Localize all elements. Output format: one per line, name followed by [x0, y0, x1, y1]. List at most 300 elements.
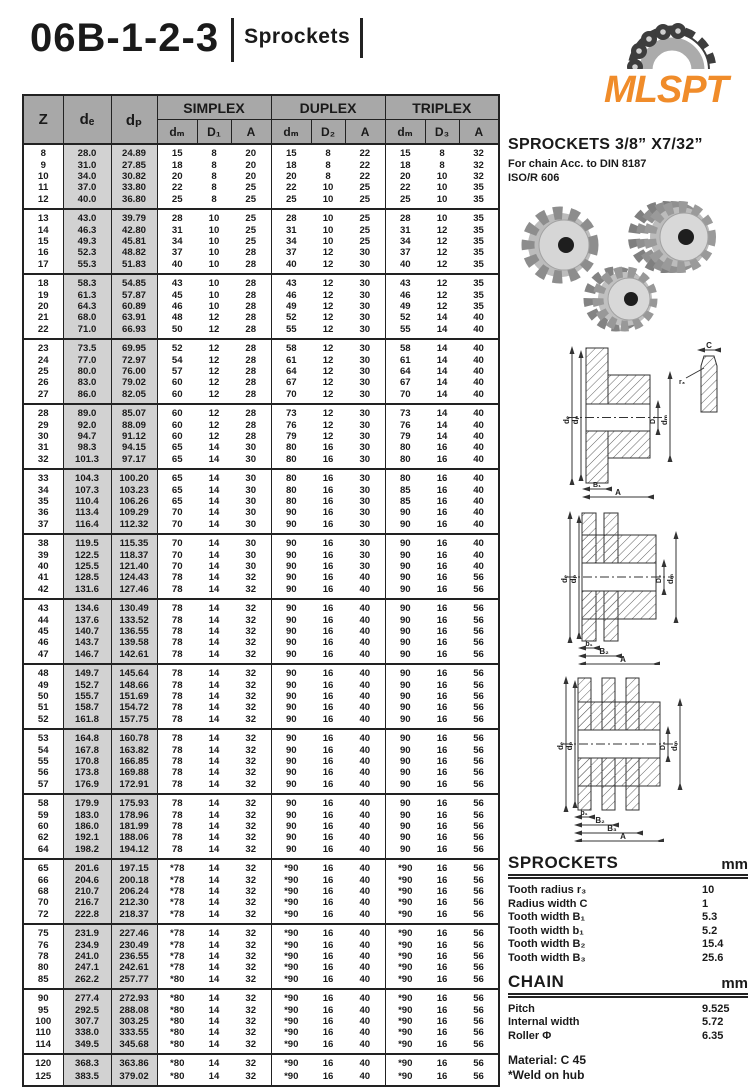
table-cell: *80: [157, 1027, 197, 1038]
table-cell: 72.97: [111, 355, 157, 366]
table-cell: 14: [208, 572, 220, 583]
table-cell: 52: [157, 339, 197, 355]
table-cell: 155.7: [63, 691, 111, 702]
col-header-d2: D₂: [311, 120, 345, 145]
table-cell: 40: [359, 714, 371, 725]
side-standard-line2: ISO/R 606: [508, 172, 560, 184]
table-cell: 52: [271, 312, 311, 323]
table-cell: 137.6: [63, 615, 111, 626]
table-cell: 40: [473, 561, 484, 572]
table-cell: 22: [37, 324, 49, 335]
table-row: [23, 859, 499, 875]
table-cell: 14: [208, 603, 220, 614]
table-cell: 58: [271, 339, 311, 355]
table-cell: 122.5: [63, 550, 111, 561]
table-cell: 16: [436, 702, 448, 713]
table-cell: 12: [322, 408, 334, 419]
table-cell: 56: [473, 1039, 484, 1050]
table-cell: 16: [322, 442, 334, 453]
table-cell: 176.9: [63, 778, 111, 794]
table-cell: 40.0: [63, 193, 111, 209]
table-cell: 16: [436, 649, 448, 660]
table-cell: 42: [37, 584, 49, 595]
table-cell: 67: [385, 377, 425, 388]
table-row: [23, 973, 499, 989]
dim-label: b₁: [580, 810, 588, 817]
table-cell: 12: [436, 225, 448, 236]
dim-label: D₁: [650, 416, 657, 424]
table-cell: 32: [245, 584, 257, 595]
table-cell: 32: [245, 733, 257, 744]
table-cell: 79: [271, 431, 311, 442]
table-cell: *90: [385, 1054, 425, 1070]
table-row: [23, 940, 499, 951]
table-cell: 16: [322, 821, 334, 832]
table-cell: 106.26: [111, 496, 157, 507]
table-cell: 28: [245, 343, 257, 354]
table-row: [23, 518, 499, 534]
table-cell: 34: [37, 485, 49, 496]
table-cell: 8: [40, 148, 46, 159]
table-cell: 30: [245, 507, 257, 518]
table-cell: 90: [271, 507, 311, 518]
table-cell: 14: [436, 355, 448, 366]
table-cell: 56: [473, 691, 484, 702]
table-cell: 30: [359, 431, 371, 442]
table-cell: 218.37: [111, 908, 157, 924]
weld-note: *Weld on hub: [508, 1068, 585, 1083]
sprockets-spec-table: [508, 853, 748, 966]
table-cell: 113.4: [63, 507, 111, 518]
table-cell: 60: [157, 431, 197, 442]
table-cell: 56: [473, 974, 484, 985]
table-cell: 32: [245, 691, 257, 702]
table-cell: 46: [271, 290, 311, 301]
table-cell: 78: [157, 810, 197, 821]
table-cell: 90: [385, 729, 425, 745]
table-row: [23, 469, 499, 485]
table-cell: 41: [37, 572, 49, 583]
dim-label: B₂: [599, 647, 609, 656]
table-cell: 212.30: [111, 897, 157, 908]
table-cell: 14: [208, 798, 220, 809]
table-cell: 20: [271, 171, 311, 182]
table-cell: 78: [157, 637, 197, 648]
table-cell: 46: [37, 637, 49, 648]
table-cell: 12: [208, 312, 220, 323]
table-cell: 50: [157, 323, 197, 339]
table-cell: 78: [157, 767, 197, 778]
table-cell: 90: [385, 843, 425, 859]
table-cell: 16: [322, 584, 334, 595]
table-row: [23, 507, 499, 518]
table-cell: 16: [436, 844, 448, 855]
table-cell: 90: [271, 767, 311, 778]
table-cell: 25: [359, 236, 371, 247]
table-cell: 14: [37, 225, 49, 236]
table-cell: 16: [322, 702, 334, 713]
table-row: [23, 691, 499, 702]
table-row: [23, 171, 499, 182]
table-cell: *90: [385, 908, 425, 924]
table-cell: 40: [359, 974, 371, 985]
table-cell: 25: [359, 225, 371, 236]
table-cell: 16: [322, 691, 334, 702]
table-cell: 20: [37, 301, 49, 312]
table-cell: 134.6: [63, 599, 111, 615]
table-cell: 333.55: [111, 1027, 157, 1038]
table-cell: 8: [211, 160, 217, 171]
table-cell: 10: [208, 301, 220, 312]
table-cell: 14: [436, 408, 448, 419]
dim-label: A: [615, 488, 621, 497]
table-cell: 90: [385, 572, 425, 583]
table-cell: 16: [322, 756, 334, 767]
table-cell: *90: [385, 1070, 425, 1086]
table-cell: 32: [245, 779, 257, 790]
table-cell: 56: [473, 745, 484, 756]
table-cell: 40: [473, 343, 484, 354]
table-cell: 58.3: [63, 274, 111, 290]
table-cell: *90: [271, 1005, 311, 1016]
table-cell: 40: [359, 733, 371, 744]
table-cell: 43: [37, 603, 49, 614]
table-cell: 272.93: [111, 989, 157, 1005]
table-cell: *80: [157, 1005, 197, 1016]
table-cell: 14: [436, 420, 448, 431]
table-cell: 16: [436, 691, 448, 702]
table-cell: 16: [322, 496, 334, 507]
table-cell: 12: [322, 259, 334, 270]
table-cell: 80: [385, 469, 425, 485]
table-cell: 57: [157, 366, 197, 377]
table-cell: 12: [322, 247, 334, 258]
page-subtitle: Sprockets: [244, 25, 351, 48]
table-cell: 30: [359, 420, 371, 431]
table-cell: *80: [157, 1070, 197, 1086]
spec-row: [508, 925, 748, 939]
table-cell: 80: [271, 453, 311, 469]
table-cell: 90: [271, 583, 311, 599]
table-cell: *90: [271, 962, 311, 973]
table-cell: 16: [436, 680, 448, 691]
table-cell: 56: [473, 779, 484, 790]
table-cell: 303.25: [111, 1016, 157, 1027]
table-cell: 78: [157, 729, 197, 745]
table-cell: *90: [385, 940, 425, 951]
table-cell: 166.85: [111, 756, 157, 767]
dim-label: dₘ: [660, 414, 669, 426]
table-cell: 65: [157, 496, 197, 507]
sprocket-photos: [508, 187, 748, 342]
table-cell: 230.49: [111, 940, 157, 951]
table-cell: 56: [473, 637, 484, 648]
table-row: [23, 767, 499, 778]
table-cell: 30: [359, 408, 371, 419]
table-cell: 79.02: [111, 377, 157, 388]
table-cell: 14: [208, 519, 220, 530]
table-cell: 16: [322, 680, 334, 691]
table-cell: 172.91: [111, 778, 157, 794]
table-cell: 16: [322, 561, 334, 572]
table-cell: 30: [359, 538, 371, 549]
table-cell: 30: [359, 343, 371, 354]
table-cell: 30: [359, 324, 371, 335]
spec-value: 9.525: [702, 1002, 730, 1015]
table-row: [23, 290, 499, 301]
sprocket-photo-group-icon: [508, 187, 748, 337]
table-cell: 56: [473, 572, 484, 583]
table-cell: 40: [473, 473, 484, 484]
table-cell: 110: [35, 1027, 51, 1038]
spec-label: Tooth width B₁: [508, 911, 586, 924]
table-cell: 90: [385, 648, 425, 664]
table-cell: 16: [436, 832, 448, 843]
table-row: [23, 388, 499, 404]
table-cell: 145.64: [111, 664, 157, 680]
table-group: [23, 339, 499, 404]
table-cell: *90: [385, 1016, 425, 1027]
table-cell: 12: [436, 301, 448, 312]
table-cell: 181.99: [111, 821, 157, 832]
table-cell: 43: [271, 274, 311, 290]
spec-value: 5.2: [702, 924, 718, 937]
table-row: [23, 1005, 499, 1016]
table-cell: 16: [322, 993, 334, 1004]
spec-value: 1: [702, 897, 709, 910]
table-cell: 90: [385, 561, 425, 572]
table-cell: 35: [473, 290, 484, 301]
table-row: [23, 247, 499, 258]
table-row: [23, 1027, 499, 1038]
table-row: [23, 485, 499, 496]
table-cell: 37: [271, 247, 311, 258]
table-cell: 30: [245, 485, 257, 496]
table-cell: 57.87: [111, 290, 157, 301]
table-cell: 90: [271, 626, 311, 637]
table-cell: 16: [322, 603, 334, 614]
table-cell: 28: [157, 209, 197, 225]
table-cell: 22: [385, 182, 425, 193]
table-cell: 16: [436, 538, 448, 549]
table-cell: 68.0: [63, 312, 111, 323]
table-cell: 90: [385, 745, 425, 756]
table-cell: 40: [473, 519, 484, 530]
table-cell: 35: [473, 225, 484, 236]
table-cell: 130.49: [111, 599, 157, 615]
table-cell: 30: [359, 473, 371, 484]
table-cell: 16: [436, 454, 448, 465]
table-cell: 55: [271, 323, 311, 339]
table-cell: 10: [37, 171, 49, 182]
table-cell: 16: [322, 951, 334, 962]
dim-label: dₘ: [670, 740, 679, 752]
table-cell: 45: [37, 626, 49, 637]
table-cell: 12: [322, 312, 334, 323]
table-cell: 40: [359, 584, 371, 595]
table-cell: 257.77: [111, 973, 157, 989]
table-cell: 14: [208, 714, 220, 725]
table-cell: 14: [208, 550, 220, 561]
table-cell: 14: [208, 702, 220, 713]
table-cell: 64: [37, 844, 49, 855]
group-header-duplex: DUPLEX: [271, 95, 385, 120]
table-row: [23, 225, 499, 236]
table-cell: 14: [436, 366, 448, 377]
table-row: [23, 989, 499, 1005]
dim-label: D₂: [656, 574, 663, 584]
table-cell: 76: [385, 420, 425, 431]
table-cell: 8: [211, 182, 217, 193]
table-cell: 16: [436, 733, 448, 744]
table-cell: 32: [245, 928, 257, 939]
table-cell: 70: [37, 897, 49, 908]
table-cell: 33: [37, 473, 49, 484]
table-row: [23, 420, 499, 431]
table-cell: 78: [157, 702, 197, 713]
table-cell: 32: [473, 171, 484, 182]
table-cell: *90: [271, 897, 311, 908]
table-cell: 18: [385, 160, 425, 171]
table-cell: 16: [322, 928, 334, 939]
table-cell: 32: [245, 626, 257, 637]
table-cell: 25: [245, 182, 257, 193]
table-cell: 140.7: [63, 626, 111, 637]
table-cell: 60.89: [111, 301, 157, 312]
table-cell: *90: [271, 1038, 311, 1054]
table-cell: 14: [436, 377, 448, 388]
table-cell: 78: [157, 691, 197, 702]
table-cell: 12: [436, 236, 448, 247]
table-cell: 43.0: [63, 209, 111, 225]
table-cell: 32: [245, 649, 257, 660]
table-cell: 60: [37, 821, 49, 832]
table-cell: 56: [473, 733, 484, 744]
spec-value: 10: [702, 884, 715, 896]
table-cell: 14: [208, 810, 220, 821]
table-cell: 76: [271, 420, 311, 431]
table-cell: 28: [245, 366, 257, 377]
table-cell: 68: [37, 886, 49, 897]
table-row: [23, 745, 499, 756]
table-cell: 14: [208, 962, 220, 973]
table-cell: 56: [473, 962, 484, 973]
table-cell: 16: [436, 909, 448, 920]
table-cell: 8: [325, 160, 331, 171]
table-cell: 55.3: [63, 258, 111, 274]
table-cell: 40: [359, 886, 371, 897]
table-row: [23, 550, 499, 561]
table-cell: 131.6: [63, 583, 111, 599]
table-cell: 25: [359, 182, 371, 193]
table-cell: *90: [271, 859, 311, 875]
table-group: [23, 859, 499, 924]
table-cell: 16: [322, 875, 334, 886]
table-cell: 56: [473, 897, 484, 908]
table-cell: 56: [473, 886, 484, 897]
table-cell: 22: [157, 182, 197, 193]
table-cell: *78: [157, 908, 197, 924]
table-cell: 16: [322, 1016, 334, 1027]
table-cell: 40: [359, 668, 371, 679]
table-row: [23, 680, 499, 691]
table-cell: 16: [322, 637, 334, 648]
table-row: [23, 160, 499, 171]
table-cell: 16: [436, 1016, 448, 1027]
table-cell: 59: [37, 810, 49, 821]
table-cell: 118.37: [111, 550, 157, 561]
table-cell: 242.61: [111, 962, 157, 973]
table-cell: 32: [245, 909, 257, 920]
table-cell: 91.12: [111, 431, 157, 442]
table-cell: 35: [473, 213, 484, 224]
table-cell: 45: [157, 290, 197, 301]
table-cell: 30: [245, 561, 257, 572]
table-cell: 14: [208, 928, 220, 939]
table-cell: 119.5: [63, 534, 111, 550]
spec-row: [508, 938, 748, 952]
brand-logo: [592, 12, 742, 113]
table-cell: 16: [436, 1039, 448, 1050]
table-cell: 16: [322, 844, 334, 855]
dim-label: dₚ: [569, 574, 578, 584]
table-cell: 34.0: [63, 171, 111, 182]
table-cell: 40: [359, 897, 371, 908]
table-cell: 16: [436, 886, 448, 897]
table-cell: 158.7: [63, 702, 111, 713]
dim-label: dₘ: [666, 573, 675, 585]
table-row: [23, 875, 499, 886]
table-cell: 90: [271, 637, 311, 648]
table-cell: 18: [37, 278, 49, 289]
table-cell: *90: [271, 989, 311, 1005]
table-cell: 14: [208, 863, 220, 874]
dim-label: A: [620, 655, 626, 664]
table-cell: 14: [208, 767, 220, 778]
table-cell: 206.24: [111, 886, 157, 897]
table-cell: *90: [385, 924, 425, 940]
table-cell: 16: [322, 810, 334, 821]
table-cell: 90: [385, 534, 425, 550]
table-cell: 15: [385, 144, 425, 160]
table-cell: 10: [208, 247, 220, 258]
table-cell: 16: [436, 507, 448, 518]
table-cell: 48: [37, 668, 49, 679]
table-cell: 90: [271, 745, 311, 756]
table-cell: 338.0: [63, 1027, 111, 1038]
table-cell: 31: [157, 225, 197, 236]
table-cell: 40: [359, 1071, 371, 1082]
table-cell: 16: [436, 603, 448, 614]
table-cell: 60: [157, 420, 197, 431]
table-cell: 16: [322, 714, 334, 725]
table-cell: 12: [208, 355, 220, 366]
table-cell: 125.5: [63, 561, 111, 572]
table-cell: 65: [157, 442, 197, 453]
table-cell: 40: [473, 550, 484, 561]
table-cell: 14: [208, 584, 220, 595]
table-row: [23, 258, 499, 274]
table-cell: 30: [359, 259, 371, 270]
table-cell: 40: [359, 928, 371, 939]
table-cell: 22: [359, 160, 371, 171]
table-cell: 52: [385, 312, 425, 323]
table-cell: 227.46: [111, 924, 157, 940]
table-group: [23, 599, 499, 664]
table-cell: 70: [271, 388, 311, 404]
table-cell: 204.6: [63, 875, 111, 886]
table-cell: 32: [245, 668, 257, 679]
